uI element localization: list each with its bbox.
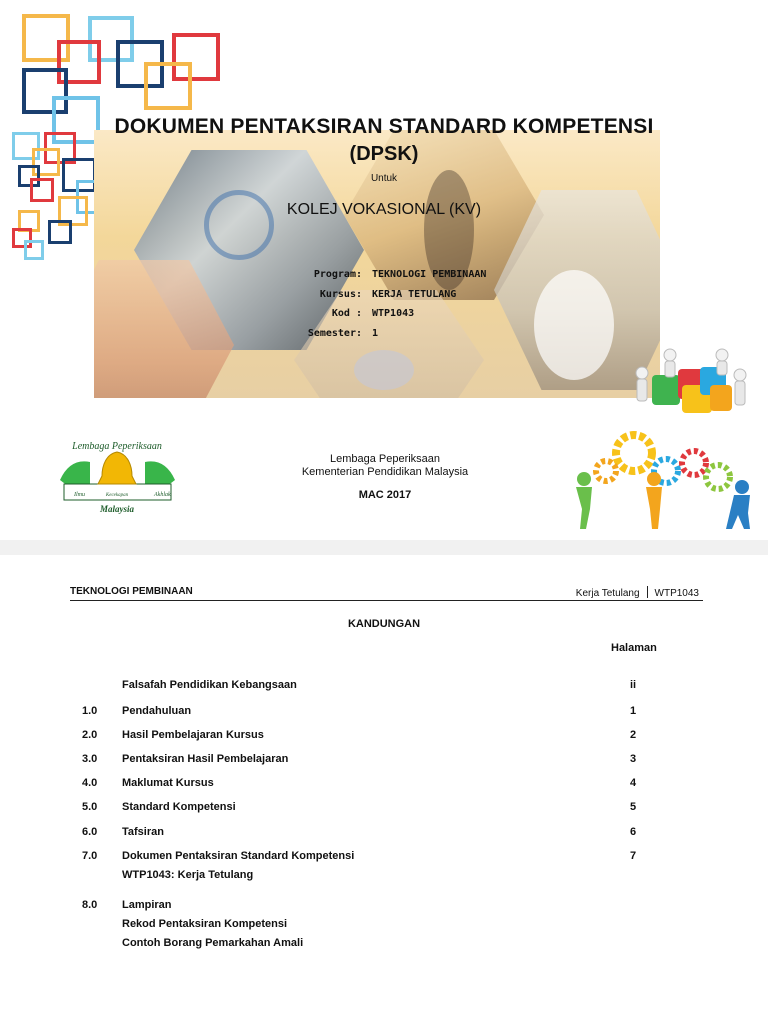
logo-bottom-text: Malaysia (99, 504, 135, 514)
entry-number: 2.0 (82, 729, 98, 741)
entry-title-line: Falsafah Pendidikan Kebangsaan (122, 679, 297, 691)
running-header (70, 586, 703, 601)
header-course: Kerja Tetulang (575, 588, 640, 599)
entry-number: 5.0 (82, 801, 98, 813)
entry-title (122, 801, 236, 820)
entry-title (122, 777, 214, 796)
entry-title-line: Standard Kompetensi (122, 801, 236, 813)
entry-title (122, 679, 297, 698)
entry-title (122, 826, 164, 845)
entry-title-line: Pendahuluan (122, 705, 192, 717)
for-label: Untuk (370, 173, 398, 184)
meta-label: Semester: (307, 327, 362, 339)
puzzle-team-illustration (622, 345, 754, 419)
entry-number: 7.0 (82, 850, 98, 862)
gears-team-illustration (562, 425, 758, 535)
entry-number: 4.0 (82, 777, 98, 789)
entry-title-line: Dokumen Pentaksiran Standard Kompetensi (122, 850, 355, 862)
header-program: TEKNOLOGI PEMBINAAN (70, 586, 193, 597)
contents-heading: KANDUNGAN (347, 618, 421, 630)
entry-number: 6.0 (82, 826, 98, 838)
meta-value: TEKNOLOGI PEMBINAAN (372, 269, 487, 281)
meta-row-code (290, 304, 486, 324)
entry-page-number: 2 (630, 729, 637, 741)
entry-page-number: 5 (630, 801, 637, 813)
entry-title-line: Tafsiran (122, 826, 164, 838)
issue-date: MAC 2017 (358, 489, 412, 501)
entry-page-number: 4 (630, 777, 637, 789)
entry-title-line: Maklumat Kursus (122, 777, 214, 789)
entry-number: 3.0 (82, 753, 98, 765)
entry-page-number: 3 (630, 753, 637, 765)
issuer-line-1: Lembaga Peperiksaan (329, 453, 441, 465)
institution-name: KOLEJ VOKASIONAL (KV) (286, 201, 482, 218)
contents-page (0, 555, 768, 1024)
page-column-heading: Halaman (611, 642, 657, 654)
entry-title (122, 753, 288, 772)
lembaga-peperiksaan-logo (50, 440, 185, 520)
meta-label: Kod : (331, 308, 362, 320)
entry-title-line: Contoh Borang Pemarkahan Amali (122, 937, 304, 949)
meta-row-course (290, 285, 486, 305)
entry-title (122, 705, 191, 724)
logo-right-text: Akhlak (154, 492, 171, 498)
entry-page-number: 1 (630, 705, 637, 717)
header-course-info (576, 586, 699, 599)
meta-value: WTP1043 (372, 308, 415, 320)
issuer-block (230, 453, 540, 479)
meta-label: Program: (313, 269, 362, 281)
meta-row-semester (290, 324, 486, 344)
document-title: DOKUMEN PENTAKSIRAN STANDARD KOMPETENSI (114, 115, 654, 138)
entry-title (122, 850, 354, 888)
course-meta (290, 265, 486, 343)
entry-page-number: ii (630, 679, 637, 691)
logo-center-text: Kecekapan (105, 493, 129, 498)
entry-page-number: 7 (630, 850, 637, 862)
entry-page-number: 6 (630, 826, 637, 838)
entry-title-line: Rekod Pentaksiran Kompetensi (122, 918, 288, 930)
meta-value: KERJA TETULANG (372, 288, 457, 300)
entry-title (122, 899, 303, 956)
entry-title-line: Lampiran (122, 899, 172, 911)
entry-title (122, 729, 264, 748)
entry-title-line: WTP1043: Kerja Tetulang (122, 869, 254, 881)
header-divider (647, 586, 648, 598)
entry-title-line: Pentaksiran Hasil Pembelajaran (122, 753, 289, 765)
meta-row-program (290, 265, 486, 285)
document-abbreviation: (DPSK) (349, 143, 419, 165)
photo-collage (94, 130, 660, 398)
entry-number: 1.0 (82, 705, 98, 717)
entry-title-line: Hasil Pembelajaran Kursus (122, 729, 264, 741)
issuer-line-2: Kementerian Pendidikan Malaysia (301, 466, 469, 478)
entry-number: 8.0 (82, 899, 98, 911)
page-separator (0, 540, 768, 555)
logo-left-text: Ilmu (74, 492, 85, 498)
meta-value: 1 (372, 327, 379, 339)
header-code: WTP1043 (654, 588, 699, 599)
meta-label: Kursus: (319, 288, 362, 300)
logo-arc-text: Lembaga Peperiksaan (72, 441, 162, 452)
